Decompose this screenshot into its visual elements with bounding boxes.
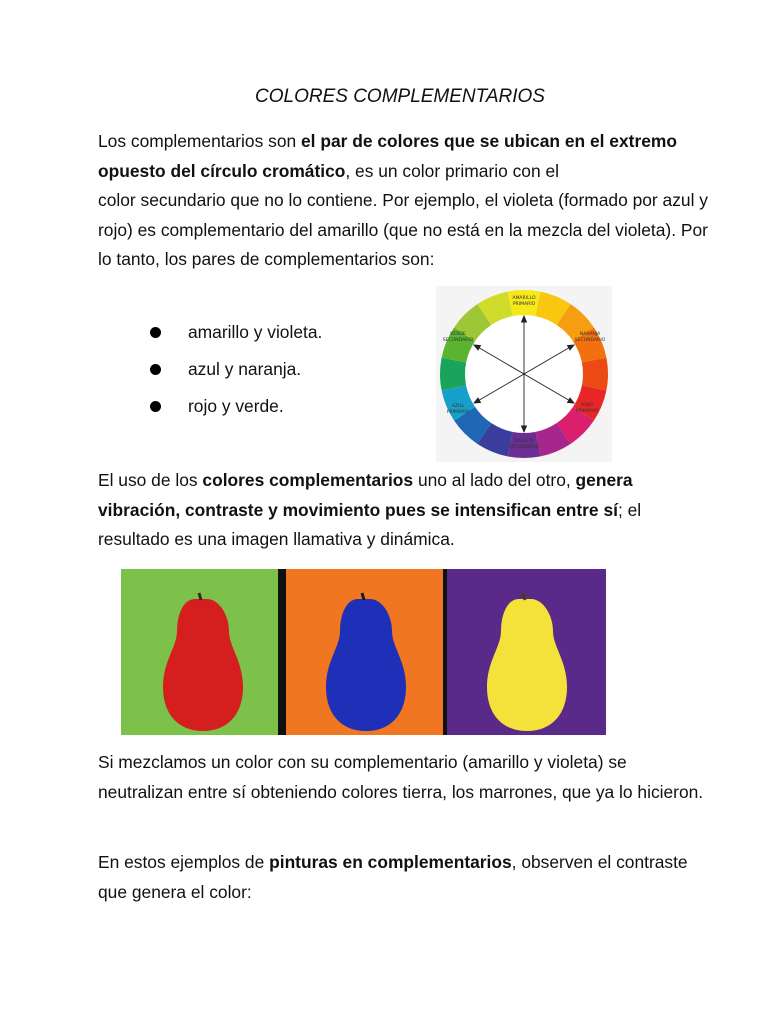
svg-text:PRIMARIO: PRIMARIO	[512, 302, 536, 307]
label-yellow: AMARILLO	[512, 296, 536, 301]
list-item: rojo y verde.	[150, 392, 322, 429]
list-item: amarillo y violeta.	[150, 318, 322, 355]
svg-text:SECUNDARIO: SECUNDARIO	[508, 445, 540, 450]
bullet-icon	[150, 364, 161, 375]
usage-bold-1: colores complementarios	[202, 470, 414, 490]
complementary-pairs-list	[150, 318, 322, 429]
intro-text-2: , es un color primario con el	[345, 160, 560, 181]
pear-painting	[121, 569, 278, 735]
svg-text:PRIMARIO: PRIMARIO	[446, 410, 470, 415]
pear-painting	[447, 569, 606, 735]
intro-paragraph	[98, 127, 708, 275]
svg-text:SECUNDARIO: SECUNDARIO	[442, 338, 474, 343]
bullet-icon	[150, 401, 161, 412]
examples-bold: pinturas en complementarios	[269, 852, 512, 872]
bullet-icon	[150, 327, 161, 338]
label-violet: VIOLETA	[514, 439, 534, 444]
label-orange: NARANJA	[579, 332, 601, 337]
usage-paragraph: El uso de los colores complementarios uno al lado del otro, genera vibración, contraste y movimiento pues se intensifican entre sí; el resultado es una imagen llamativa y dinámica.	[98, 470, 642, 549]
label-red: ROJO	[581, 403, 593, 408]
pear-painting	[286, 569, 443, 735]
intro-bold: el par de colores que se ubican en el extremo opuesto del círculo cromático	[98, 131, 677, 181]
color-wheel-image	[436, 286, 612, 462]
label-blue: AZUL	[451, 404, 465, 409]
pear-paintings-image	[121, 569, 606, 735]
svg-text:PRIMARIO: PRIMARIO	[575, 409, 599, 414]
svg-text:SECUNDARIO: SECUNDARIO	[574, 338, 606, 343]
list-item: azul y naranja.	[150, 355, 322, 392]
examples-paragraph: En estos ejemplos de pinturas en complementarios, observen el contraste que genera el color:	[98, 852, 688, 902]
mixing-paragraph: Si mezclamos un color con su complementario (amarillo y violeta) se neutralizan entre sí obteniendo colores tierra, los marrones, que ya lo hicieron.	[98, 752, 704, 802]
intro-text-3: color secundario que no lo contiene. Por ejemplo, el violeta (formado por azul y rojo) es complementario del amarillo (que no está en la mezcla del violeta). Por lo tanto, los pares de complementarios son:	[98, 190, 708, 269]
page-title: COLORES COMPLEMENTARIOS	[255, 86, 545, 107]
usage-bold-2: genera vibración, contraste y movimiento pues se intensifican entre sí	[98, 470, 633, 520]
label-green: VERDE	[450, 332, 466, 337]
intro-text-1: Los complementarios son	[98, 131, 301, 151]
